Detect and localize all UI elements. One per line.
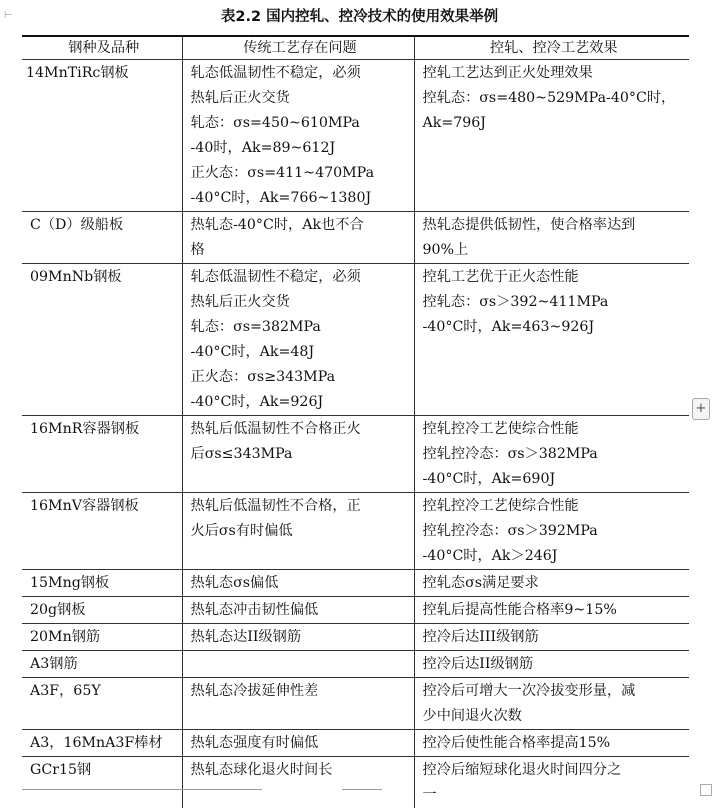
cell-line: 控轧控冷态：σs＞382MPa — [423, 442, 686, 467]
cell-line: 热轧态σs偏低 — [191, 571, 410, 596]
cell-line: 控轧工艺达到正火处理效果 — [423, 61, 686, 86]
cell-grade — [22, 757, 182, 808]
table-body — [22, 60, 689, 808]
cell-line: 16MnV容器钢板 — [30, 494, 178, 519]
cell-line: 控冷后缩短球化退火时间四分之 — [423, 758, 686, 783]
table-header-row — [22, 36, 689, 60]
cell-line: 控轧控冷工艺使综合性能 — [423, 417, 686, 442]
cell-problem — [182, 416, 414, 493]
cell-line: 控冷后达II级钢筋 — [423, 652, 686, 677]
cell-line: Ak=796J — [423, 111, 686, 136]
cell-line: 热轧态-40°C时，Ak也不合 — [191, 213, 410, 238]
cell-grade — [22, 212, 182, 264]
bottom-ruler — [22, 787, 689, 795]
cell-grade — [22, 624, 182, 651]
cell-effect — [414, 597, 689, 624]
cell-line: 热轧态冲击韧性偏低 — [191, 598, 410, 623]
cell-problem — [182, 730, 414, 757]
cell-grade — [22, 60, 182, 212]
cell-problem — [182, 60, 414, 212]
cell-problem — [182, 651, 414, 678]
cell-line: -40°C时，Ak=48J — [191, 340, 410, 365]
cell-line: 热轧态提供低韧性，使合格率达到 — [423, 213, 686, 238]
table-row — [22, 651, 689, 678]
header-effect: 控轧、控冷工艺效果 — [414, 36, 689, 60]
cell-line: 20Mn钢筋 — [30, 625, 178, 650]
cell-line: 热轧态达II级钢筋 — [191, 625, 410, 650]
cell-problem — [182, 264, 414, 416]
comparison-table — [22, 35, 689, 808]
cell-problem — [182, 597, 414, 624]
cell-line: 热轧后低温韧性不合格正火 — [191, 417, 410, 442]
table-row — [22, 60, 689, 212]
cell-grade — [22, 651, 182, 678]
cell-line: -40°C时，Ak=926J — [191, 390, 410, 415]
cell-line: 控轧态σs满足要求 — [423, 571, 686, 596]
cell-grade — [22, 678, 182, 730]
cell-line: 轧态低温韧性不稳定，必须 — [191, 265, 410, 290]
cell-line: 热轧后正火交货 — [191, 86, 410, 111]
table-row — [22, 730, 689, 757]
cell-effect — [414, 416, 689, 493]
resize-corner[interactable] — [700, 784, 712, 796]
cell-effect — [414, 570, 689, 597]
cell-line: 控冷后可增大一次冷拔变形量，减 — [423, 679, 686, 704]
cell-line: -40°C时，Ak=463~926J — [423, 315, 686, 340]
cell-line: -40时，Ak=89~612J — [191, 136, 410, 161]
cell-grade — [22, 493, 182, 570]
table-row — [22, 493, 689, 570]
cell-line: 控冷后使性能合格率提高15% — [423, 731, 686, 756]
header-grade: 钢种及品种 — [22, 36, 182, 60]
cell-line: 热轧后正火交货 — [191, 290, 410, 315]
cell-line: C（D）级船板 — [30, 213, 178, 238]
cell-line: 16MnR容器钢板 — [30, 417, 178, 442]
cell-effect — [414, 730, 689, 757]
cell-effect — [414, 624, 689, 651]
cell-line: 控轧后提高性能合格率9~15% — [423, 598, 686, 623]
cell-line: GCr15钢 — [30, 758, 178, 783]
cell-grade — [22, 597, 182, 624]
cell-effect — [414, 651, 689, 678]
cell-line: 控冷后达III级钢筋 — [423, 625, 686, 650]
cell-line: 一 — [423, 783, 686, 808]
cell-problem — [182, 570, 414, 597]
cell-line: 09MnNb钢板 — [30, 265, 178, 290]
cell-effect — [414, 264, 689, 416]
cell-line: 火后σs有时偏低 — [191, 519, 410, 544]
cell-line: 控轧工艺优于正火态性能 — [423, 265, 686, 290]
margin-mark: ⊢ — [4, 10, 13, 21]
cell-line: -40°C时，Ak=690J — [423, 467, 686, 492]
table-row — [22, 570, 689, 597]
table-row — [22, 624, 689, 651]
cell-effect — [414, 678, 689, 730]
cell-line: 15Mng钢板 — [30, 571, 178, 596]
cell-line: 轧态：σs=382MPa — [191, 315, 410, 340]
table-row — [22, 212, 689, 264]
cell-line: 90%上 — [423, 238, 686, 263]
table-row — [22, 264, 689, 416]
cell-line: 14MnTiRc钢板 — [26, 61, 178, 86]
cell-line: 正火态：σs≥343MPa — [191, 365, 410, 390]
cell-line: 热轧后低温韧性不合格，正 — [191, 494, 410, 519]
cell-effect — [414, 212, 689, 264]
cell-line: 热轧态冷拔延伸性差 — [191, 679, 410, 704]
table-row — [22, 416, 689, 493]
cell-line: A3钢筋 — [30, 652, 178, 677]
cell-line: 热轧态强度有时偏低 — [191, 731, 410, 756]
cell-problem — [182, 212, 414, 264]
cell-line: 后σs≤343MPa — [191, 442, 410, 467]
cell-line: A3F，65Y — [30, 679, 178, 704]
cell-effect — [414, 757, 689, 808]
cell-line: 控轧态：σs=480~529MPa-40°C时， — [423, 86, 686, 111]
cell-line: 轧态低温韧性不稳定，必须 — [191, 61, 410, 86]
table-row — [22, 597, 689, 624]
cell-problem — [182, 624, 414, 651]
cell-problem — [182, 757, 414, 808]
cell-line: 轧态：σs=450~610MPa — [191, 111, 410, 136]
cell-grade — [22, 416, 182, 493]
cell-line: -40°C时，Ak＞246J — [423, 544, 686, 569]
cell-line: -40°C时，Ak=766~1380J — [191, 186, 410, 211]
cell-line: 控轧控冷态：σs＞392MPa — [423, 519, 686, 544]
cell-problem — [182, 678, 414, 730]
table-row — [22, 757, 689, 808]
cell-line: 20g钢板 — [30, 598, 178, 623]
add-row-handle[interactable]: + — [692, 398, 710, 420]
header-problem: 传统工艺存在问题 — [182, 36, 414, 60]
cell-problem — [182, 493, 414, 570]
cell-grade — [22, 730, 182, 757]
cell-line: A3，16MnA3F棒材 — [30, 731, 178, 756]
cell-effect — [414, 60, 689, 212]
cell-line: 格 — [191, 238, 410, 263]
table-caption: 表2.2 国内控轧、控冷技术的使用效果举例 — [0, 5, 719, 26]
cell-line: 正火态：σs=411~470MPa — [191, 161, 410, 186]
cell-line: 控轧控冷工艺使综合性能 — [423, 494, 686, 519]
cell-grade — [22, 570, 182, 597]
cell-line: 控轧态：σs＞392~411MPa — [423, 290, 686, 315]
cell-line: 热轧态球化退火时间长 — [191, 758, 410, 783]
cell-line: 少中间退火次数 — [423, 704, 686, 729]
cell-grade — [22, 264, 182, 416]
cell-effect — [414, 493, 689, 570]
table-row — [22, 678, 689, 730]
